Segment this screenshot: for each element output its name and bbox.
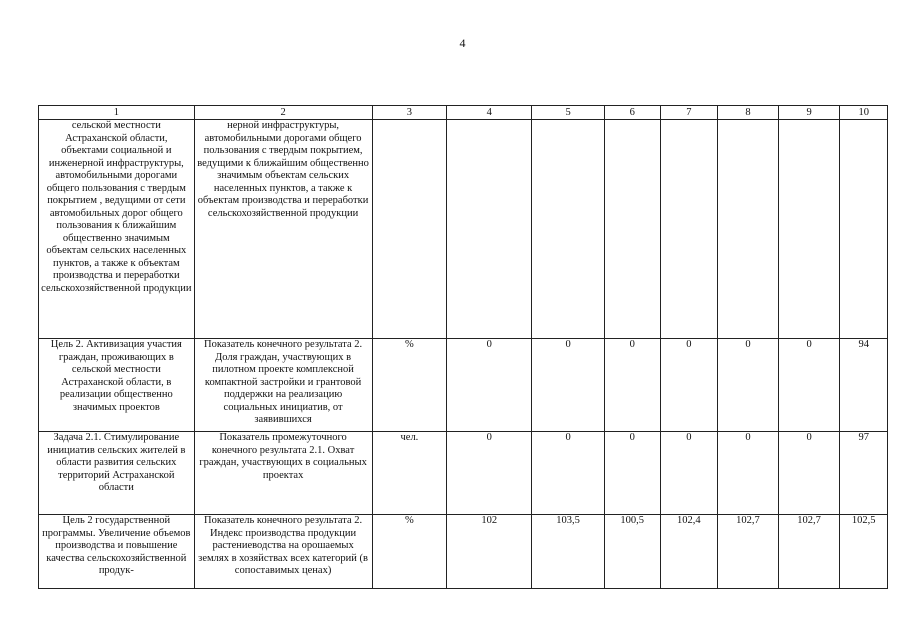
value-cell: 0 bbox=[778, 339, 840, 432]
value-cell: 0 bbox=[660, 432, 718, 515]
value-cell: 0 bbox=[660, 339, 718, 432]
column-header: 1 bbox=[39, 106, 195, 120]
value-cell: 0 bbox=[532, 339, 605, 432]
indicators-table bbox=[38, 105, 888, 589]
value-cell: 103,5 bbox=[532, 515, 605, 589]
value-cell bbox=[778, 120, 840, 339]
unit-cell bbox=[372, 120, 447, 339]
indicator-cell: Показатель конечного результата 2. Индекс производства продукции растениеводства на орошаемых землях в хозяйствах всех категорий (в сопоставимых ценах) bbox=[194, 515, 372, 589]
value-cell: 0 bbox=[778, 432, 840, 515]
table-row bbox=[39, 515, 888, 589]
value-cell bbox=[718, 120, 779, 339]
value-cell: 102 bbox=[447, 515, 532, 589]
table-row bbox=[39, 339, 888, 432]
value-cell: 0 bbox=[604, 432, 660, 515]
unit-cell: % bbox=[372, 339, 447, 432]
column-header: 7 bbox=[660, 106, 718, 120]
value-cell bbox=[447, 120, 532, 339]
value-cell: 102,7 bbox=[718, 515, 779, 589]
value-cell: 102,7 bbox=[778, 515, 840, 589]
goal-cell: сельской местности Астраханской области, объектами социальной и инженерной инфраструктуры, автомобильными дорогами общего пользования с твердым покрытием , ведущими от сети автомобильных дорог общего пользования к ближайшим общественно значимым объектам сельских населенных пунктов, а также к объектам производства и переработки сельскохозяйственной продукции bbox=[39, 120, 195, 339]
value-cell bbox=[840, 120, 888, 339]
goal-cell: Цель 2. Активизация участия граждан, проживающих в сельской местности Астраханской области, в реализации общественно значимых проектов bbox=[39, 339, 195, 432]
column-header: 8 bbox=[718, 106, 779, 120]
indicator-cell: Показатель промежуточного конечного результата 2.1. Охват граждан, участвующих в социальных проектах bbox=[194, 432, 372, 515]
goal-cell: Цель 2 государственной программы. Увеличение объемов производства и повышение качества сельскохозяйственной продук- bbox=[39, 515, 195, 589]
table-row bbox=[39, 120, 888, 339]
column-header: 4 bbox=[447, 106, 532, 120]
column-header: 9 bbox=[778, 106, 840, 120]
column-header: 10 bbox=[840, 106, 888, 120]
value-cell: 0 bbox=[447, 339, 532, 432]
unit-cell: чел. bbox=[372, 432, 447, 515]
page-number: 4 bbox=[459, 36, 466, 50]
value-cell bbox=[604, 120, 660, 339]
column-header: 5 bbox=[532, 106, 605, 120]
task-cell: Задача 2.1. Стимулирование инициатив сельских жителей в области развития сельских территорий Астраханской области bbox=[39, 432, 195, 515]
value-cell: 102,5 bbox=[840, 515, 888, 589]
indicator-cell: Показатель конечного результата 2. Доля граждан, участвующих в пилотном проекте комплексной компактной застройки и грантовой поддержки на реализацию социальных инициатив, от заявившихся bbox=[194, 339, 372, 432]
value-cell: 94 bbox=[840, 339, 888, 432]
column-header: 3 bbox=[372, 106, 447, 120]
column-header: 6 bbox=[604, 106, 660, 120]
header-row bbox=[39, 106, 888, 120]
value-cell: 100,5 bbox=[604, 515, 660, 589]
value-cell: 0 bbox=[532, 432, 605, 515]
value-cell: 0 bbox=[604, 339, 660, 432]
value-cell bbox=[532, 120, 605, 339]
value-cell: 0 bbox=[447, 432, 532, 515]
column-header: 2 bbox=[194, 106, 372, 120]
table-row bbox=[39, 432, 888, 515]
value-cell bbox=[660, 120, 718, 339]
value-cell: 102,4 bbox=[660, 515, 718, 589]
value-cell: 0 bbox=[718, 339, 779, 432]
indicator-cell: нерной инфраструктуры, автомобильными дорогами общего пользования с твердым покрытием, ведущими к ближайшим общественно значимым объектам сельских населенных пунктов, а также к объектам производства и переработки сельскохозяйственной продукции bbox=[194, 120, 372, 339]
value-cell: 0 bbox=[718, 432, 779, 515]
unit-cell: % bbox=[372, 515, 447, 589]
value-cell: 97 bbox=[840, 432, 888, 515]
